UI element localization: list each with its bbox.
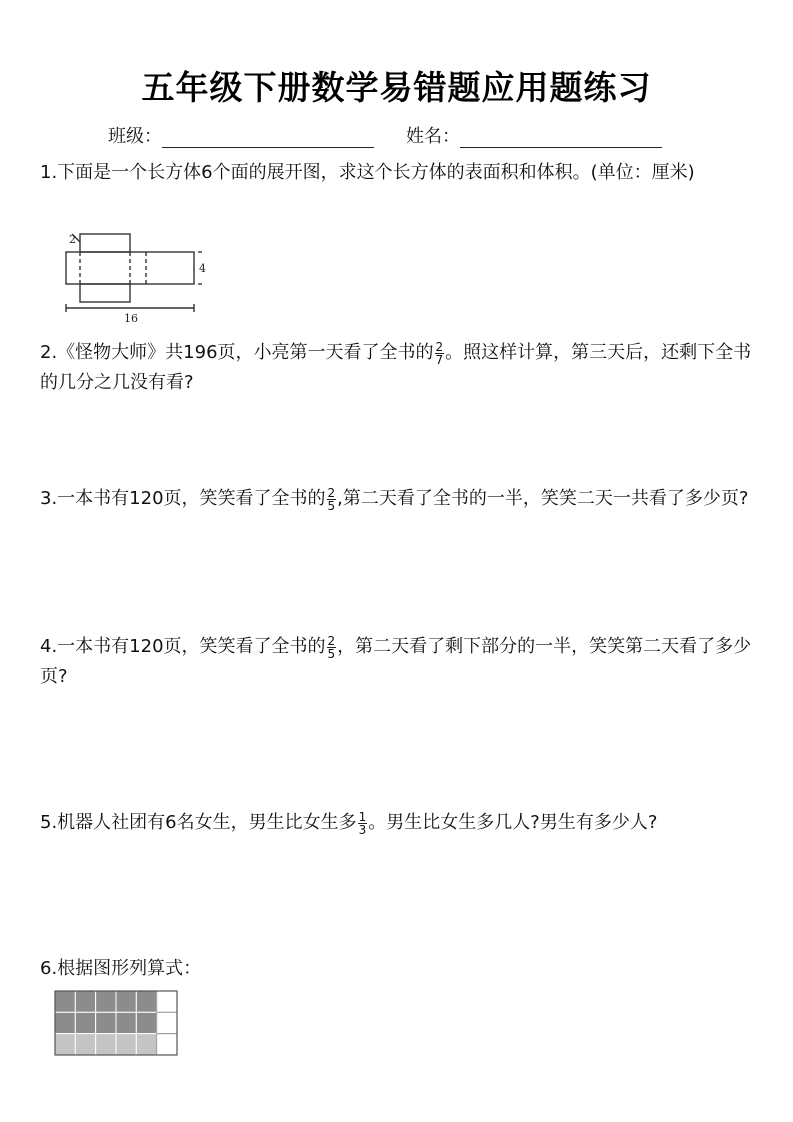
question-5-text-post: 。男生比女生多几人?男生有多少人? xyxy=(368,812,658,833)
grid-cell xyxy=(136,1012,156,1033)
fraction-numerator: 2 xyxy=(327,633,336,648)
grid-cell xyxy=(96,1034,116,1055)
cuboid-net-diagram xyxy=(56,228,212,324)
fraction-numerator: 2 xyxy=(435,339,444,354)
question-6-text: 6.根据图形列算式： xyxy=(40,958,202,979)
fraction xyxy=(358,811,368,836)
grid-cell xyxy=(136,1034,156,1055)
question-6 xyxy=(40,954,755,984)
class-label: 班级： xyxy=(108,126,162,147)
grid-cell xyxy=(96,1012,116,1033)
question-4-text-post: ，第二天看了剩下部分的一半，笑笑第二天看了多少页? xyxy=(40,636,752,687)
fraction xyxy=(327,635,337,660)
grid-cell xyxy=(55,1012,75,1033)
question-4-text-pre: 4.一本书有120页，笑笑看了全书的 xyxy=(40,636,326,657)
grid-cell xyxy=(75,1034,95,1055)
question-3-text-post: ,第二天看了全书的一半，笑笑二天一共看了多少页? xyxy=(337,488,749,509)
fraction-denominator: 7 xyxy=(435,352,444,367)
grid-cell xyxy=(116,1034,136,1055)
name-field xyxy=(406,122,662,148)
question-1 xyxy=(40,158,755,188)
question-1-text: 1.下面是一个长方体6个面的展开图，求这个长方体的表面积和体积。(单位：厘米) xyxy=(40,162,695,183)
grid-cell xyxy=(157,1034,177,1055)
question-2-text-pre: 2.《怪物大师》共196页，小亮第一天看了全书的 xyxy=(40,342,434,363)
question-4 xyxy=(40,632,755,692)
grid-cell xyxy=(136,991,156,1012)
fraction xyxy=(435,341,445,366)
class-field xyxy=(108,122,374,148)
fraction-numerator: 1 xyxy=(358,809,367,824)
label-width: 2 xyxy=(69,233,76,246)
question-5 xyxy=(40,808,755,838)
grid-cell xyxy=(116,991,136,1012)
question-3-text-pre: 3.一本书有120页，笑笑看了全书的 xyxy=(40,488,326,509)
question-3 xyxy=(40,484,755,514)
grid-cell xyxy=(75,1012,95,1033)
question-2 xyxy=(40,338,755,398)
grid-cell xyxy=(116,1012,136,1033)
question-5-text-pre: 5.机器人社团有6名女生，男生比女生多 xyxy=(40,812,357,833)
name-blank[interactable] xyxy=(460,127,662,148)
grid-cell xyxy=(75,991,95,1012)
fraction-numerator: 2 xyxy=(327,485,336,500)
fraction-denominator: 5 xyxy=(327,646,336,661)
label-height: 4 xyxy=(199,262,206,275)
fraction-denominator: 5 xyxy=(327,498,336,513)
grid-cell xyxy=(55,991,75,1012)
label-length: 16 xyxy=(124,312,138,324)
grid-cell xyxy=(55,1034,75,1055)
class-blank[interactable] xyxy=(162,127,374,148)
name-label: 姓名： xyxy=(406,126,460,147)
fraction xyxy=(327,487,337,512)
grid-cell xyxy=(157,991,177,1012)
page-title: 五年级下册数学易错题应用题练习 xyxy=(141,68,652,107)
grid-cell xyxy=(96,991,116,1012)
question-2-text-post: 。照这样计算，第三天后，还剩下全书的几分之几没有看? xyxy=(40,342,752,393)
shaded-grid-diagram xyxy=(54,990,180,1058)
fraction-denominator: 3 xyxy=(358,822,367,837)
grid-cell xyxy=(157,1012,177,1033)
